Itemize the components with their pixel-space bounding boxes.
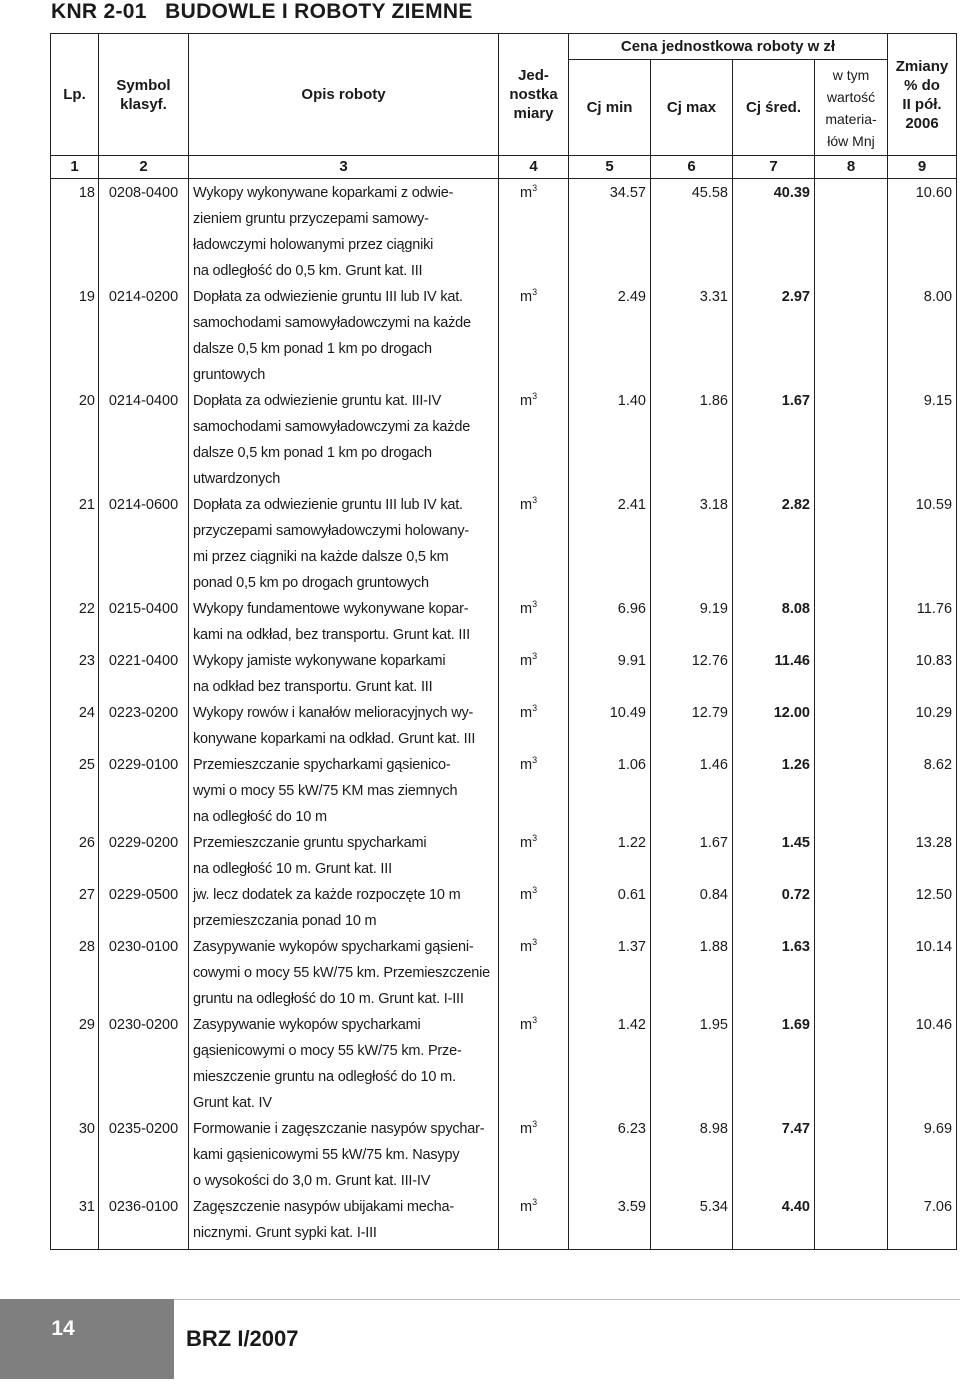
- description-line: dalsze 0,5 km ponad 1 km po drogach: [193, 341, 432, 357]
- unit-text: m: [520, 653, 533, 669]
- description-line: kami gąsienicowymi 55 kW/75 km. Nasypy: [193, 1147, 460, 1163]
- description-line: przyczepami samowyładowczymi holowany-: [193, 523, 470, 539]
- row-description: [189, 700, 499, 752]
- row-lp: 29: [51, 1012, 99, 1116]
- row-cj-min: 1.40: [569, 388, 651, 492]
- description-line: na odległość 10 m. Grunt kat. III: [193, 861, 392, 877]
- row-cj-sred: 12.00: [733, 700, 815, 752]
- row-zmiany: 10.60: [888, 179, 957, 285]
- unit-text: m: [520, 497, 533, 513]
- row-cj-min: 0.61: [569, 882, 651, 934]
- row-lp: 25: [51, 752, 99, 830]
- description-line: cowymi o mocy 55 kW/75 km. Przemieszczenie: [193, 965, 490, 981]
- price-table: [50, 33, 957, 1250]
- row-cj-sred: 1.63: [733, 934, 815, 1012]
- row-cj-min: 1.37: [569, 934, 651, 1012]
- unit-text: m: [520, 289, 533, 305]
- row-lp: 30: [51, 1116, 99, 1194]
- row-cj-max: 1.88: [651, 934, 733, 1012]
- description-line: Dopłata za odwiezienie gruntu kat. III-IV: [193, 393, 442, 409]
- row-cj-max: 1.67: [651, 830, 733, 882]
- header-zmiany-line4: 2006: [905, 114, 939, 132]
- row-description: [189, 934, 499, 1012]
- header-w-tym: [815, 60, 888, 156]
- unit-text: m: [520, 835, 533, 851]
- unit-text: m: [520, 601, 533, 617]
- row-mnj: [815, 284, 888, 388]
- description-line: ładowczymi holowanymi przez ciągniki: [193, 237, 434, 253]
- row-lp: 28: [51, 934, 99, 1012]
- header-jednostka: [499, 34, 569, 156]
- header-wtym-line2: wartość: [826, 88, 876, 105]
- unit-exponent: 3: [532, 833, 538, 844]
- table-row: [51, 596, 957, 648]
- unit-exponent: 3: [532, 183, 538, 194]
- row-unit: [499, 596, 569, 648]
- row-description: [189, 492, 499, 596]
- unit-exponent: 3: [532, 1197, 538, 1208]
- table-row: [51, 882, 957, 934]
- table-row: [51, 1012, 957, 1116]
- header-symbol-line1: Symbol: [116, 76, 171, 94]
- column-number: 8: [815, 156, 888, 179]
- row-cj-max: 1.95: [651, 1012, 733, 1116]
- column-numbers-row: [51, 156, 957, 179]
- row-cj-sred: 2.82: [733, 492, 815, 596]
- unit-exponent: 3: [532, 1015, 538, 1026]
- row-mnj: [815, 648, 888, 700]
- header-opis: Opis roboty: [189, 34, 499, 156]
- row-lp: 18: [51, 179, 99, 285]
- column-number: 3: [189, 156, 499, 179]
- table-row: [51, 1116, 957, 1194]
- header-jedn-line3: miary: [513, 105, 554, 122]
- column-number: 2: [99, 156, 189, 179]
- description-line: Zasypywanie wykopów spycharkami gąsieni-: [193, 939, 474, 955]
- header-wtym-line3: materia-: [825, 110, 877, 127]
- row-lp: 19: [51, 284, 99, 388]
- row-cj-min: 34.57: [569, 179, 651, 285]
- row-description: [189, 1194, 499, 1250]
- row-zmiany: 10.14: [888, 934, 957, 1012]
- row-cj-sred: 11.46: [733, 648, 815, 700]
- row-cj-max: 3.31: [651, 284, 733, 388]
- row-lp: 23: [51, 648, 99, 700]
- page-number-box: [0, 1299, 174, 1379]
- header-zmiany: [888, 34, 957, 156]
- row-cj-sred: 1.45: [733, 830, 815, 882]
- header-jedn-line1: Jed-: [518, 67, 549, 84]
- header-wtym-line1: w tym: [832, 66, 870, 83]
- row-unit: [499, 1116, 569, 1194]
- row-symbol: 0214-0200: [99, 284, 189, 388]
- column-number: 7: [733, 156, 815, 179]
- description-line: mi przez ciągniki na każde dalsze 0,5 km: [193, 549, 449, 565]
- description-line: konywane koparkami na odkład. Grunt kat. III: [193, 731, 476, 747]
- unit-exponent: 3: [532, 287, 538, 298]
- description-line: wymi o mocy 55 kW/75 KM mas ziemnych: [193, 783, 458, 799]
- table-row: [51, 934, 957, 1012]
- table-row: [51, 179, 957, 285]
- unit-text: m: [520, 1199, 533, 1215]
- row-cj-min: 1.22: [569, 830, 651, 882]
- row-unit: [499, 648, 569, 700]
- row-lp: 20: [51, 388, 99, 492]
- header-symbol: [99, 34, 189, 156]
- description-line: Grunt kat. IV: [193, 1095, 272, 1111]
- unit-exponent: 3: [532, 755, 538, 766]
- description-line: gąsienicowymi o mocy 55 kW/75 km. Prze-: [193, 1043, 462, 1059]
- row-description: [189, 1116, 499, 1194]
- row-unit: [499, 284, 569, 388]
- header-cena-group: Cena jednostkowa roboty w zł: [569, 34, 888, 60]
- row-symbol: 0229-0200: [99, 830, 189, 882]
- description-line: ponad 0,5 km po drogach gruntowych: [193, 575, 429, 591]
- description-line: Zasypywanie wykopów spycharkami: [193, 1017, 421, 1033]
- unit-text: m: [520, 393, 533, 409]
- unit-exponent: 3: [532, 599, 538, 610]
- row-mnj: [815, 492, 888, 596]
- row-mnj: [815, 752, 888, 830]
- row-description: [189, 882, 499, 934]
- description-line: Przemieszczanie spycharkami gąsienico-: [193, 757, 451, 773]
- row-lp: 31: [51, 1194, 99, 1250]
- row-symbol: 0229-0500: [99, 882, 189, 934]
- row-unit: [499, 700, 569, 752]
- table-row: [51, 388, 957, 492]
- column-number: 5: [569, 156, 651, 179]
- description-line: Zagęszczenie nasypów ubijakami mecha-: [193, 1199, 454, 1215]
- row-cj-max: 0.84: [651, 882, 733, 934]
- header-symbol-line2: klasyf.: [120, 95, 167, 113]
- row-symbol: 0214-0600: [99, 492, 189, 596]
- row-zmiany: 10.46: [888, 1012, 957, 1116]
- description-line: zieniem gruntu przyczepami samowy-: [193, 211, 429, 227]
- row-cj-sred: 1.67: [733, 388, 815, 492]
- row-mnj: [815, 700, 888, 752]
- row-unit: [499, 1012, 569, 1116]
- row-unit: [499, 1194, 569, 1250]
- row-cj-min: 9.91: [569, 648, 651, 700]
- description-line: Przemieszczanie gruntu spycharkami: [193, 835, 427, 851]
- table-row: [51, 752, 957, 830]
- unit-text: m: [520, 705, 533, 721]
- row-lp: 21: [51, 492, 99, 596]
- row-zmiany: 13.28: [888, 830, 957, 882]
- header-zmiany-line2: % do: [904, 76, 940, 94]
- row-cj-sred: 40.39: [733, 179, 815, 285]
- row-zmiany: 8.62: [888, 752, 957, 830]
- column-number: 4: [499, 156, 569, 179]
- description-line: Wykopy rowów i kanałów melioracyjnych wy-: [193, 705, 474, 721]
- issue-label: BRZ I/2007: [186, 1326, 299, 1351]
- unit-exponent: 3: [532, 937, 538, 948]
- column-number: 6: [651, 156, 733, 179]
- table-body: [51, 179, 957, 1250]
- page-number: 14: [51, 1317, 75, 1340]
- row-lp: 26: [51, 830, 99, 882]
- row-lp: 22: [51, 596, 99, 648]
- unit-exponent: 3: [532, 651, 538, 662]
- row-unit: [499, 388, 569, 492]
- row-cj-min: 10.49: [569, 700, 651, 752]
- row-symbol: 0214-0400: [99, 388, 189, 492]
- row-unit: [499, 934, 569, 1012]
- header-cj-min: Cj min: [569, 60, 651, 156]
- description-line: na odległość do 0,5 km. Grunt kat. III: [193, 263, 423, 279]
- description-line: Wykopy wykonywane koparkami z odwie-: [193, 185, 454, 201]
- row-cj-sred: 1.26: [733, 752, 815, 830]
- unit-text: m: [520, 185, 533, 201]
- row-cj-min: 2.49: [569, 284, 651, 388]
- description-line: przemieszczania ponad 10 m: [193, 913, 377, 929]
- row-unit: [499, 752, 569, 830]
- description-line: dalsze 0,5 km ponad 1 km po drogach: [193, 445, 432, 461]
- description-line: Formowanie i zagęszczanie nasypów spychar-: [193, 1121, 485, 1137]
- row-zmiany: 10.29: [888, 700, 957, 752]
- description-line: gruntu na odległość do 10 m. Grunt kat. I-III: [193, 991, 464, 1007]
- row-zmiany: 11.76: [888, 596, 957, 648]
- row-description: [189, 179, 499, 285]
- header-cj-max: Cj max: [651, 60, 733, 156]
- unit-text: m: [520, 887, 533, 903]
- row-description: [189, 1012, 499, 1116]
- row-cj-sred: 1.69: [733, 1012, 815, 1116]
- row-symbol: 0215-0400: [99, 596, 189, 648]
- row-cj-min: 1.42: [569, 1012, 651, 1116]
- row-cj-max: 1.86: [651, 388, 733, 492]
- row-symbol: 0208-0400: [99, 179, 189, 285]
- row-mnj: [815, 1194, 888, 1250]
- table-row: [51, 492, 957, 596]
- row-symbol: 0230-0100: [99, 934, 189, 1012]
- row-mnj: [815, 596, 888, 648]
- column-number: 1: [51, 156, 99, 179]
- row-description: [189, 830, 499, 882]
- row-description: [189, 648, 499, 700]
- row-cj-min: 2.41: [569, 492, 651, 596]
- description-line: samochodami samowyładowczymi za każde: [193, 419, 471, 435]
- row-mnj: [815, 934, 888, 1012]
- row-zmiany: 10.83: [888, 648, 957, 700]
- description-line: Dopłata za odwiezienie gruntu III lub IV kat.: [193, 497, 463, 513]
- row-cj-max: 1.46: [651, 752, 733, 830]
- header-jedn-line2: nostka: [509, 86, 558, 103]
- description-line: Dopłata za odwiezienie gruntu III lub IV kat.: [193, 289, 463, 305]
- row-cj-max: 8.98: [651, 1116, 733, 1194]
- row-symbol: 0223-0200: [99, 700, 189, 752]
- row-unit: [499, 830, 569, 882]
- row-cj-min: 6.96: [569, 596, 651, 648]
- row-symbol: 0230-0200: [99, 1012, 189, 1116]
- description-line: gruntowych: [193, 367, 266, 383]
- unit-text: m: [520, 1121, 533, 1137]
- row-description: [189, 752, 499, 830]
- unit-text: m: [520, 939, 533, 955]
- row-mnj: [815, 830, 888, 882]
- description-line: nicznymi. Grunt sypki kat. I-III: [193, 1225, 377, 1241]
- row-cj-max: 12.79: [651, 700, 733, 752]
- row-cj-sred: 8.08: [733, 596, 815, 648]
- row-cj-min: 6.23: [569, 1116, 651, 1194]
- table-row: [51, 648, 957, 700]
- row-cj-min: 3.59: [569, 1194, 651, 1250]
- row-cj-max: 12.76: [651, 648, 733, 700]
- row-cj-sred: 2.97: [733, 284, 815, 388]
- page-title: KNR 2-01 BUDOWLE I ROBOTY ZIEMNE: [51, 0, 473, 23]
- row-cj-sred: 7.47: [733, 1116, 815, 1194]
- row-unit: [499, 882, 569, 934]
- description-line: kami na odkład, bez transportu. Grunt kat. III: [193, 627, 470, 643]
- description-line: samochodami samowyładowczymi na każde: [193, 315, 471, 331]
- description-line: mieszczenie gruntu na odległość do 10 m.: [193, 1069, 456, 1085]
- description-line: na odległość do 10 m: [193, 809, 327, 825]
- unit-exponent: 3: [532, 1119, 538, 1130]
- row-zmiany: 7.06: [888, 1194, 957, 1250]
- description-line: Wykopy fundamentowe wykonywane kopar-: [193, 601, 469, 617]
- column-number: 9: [888, 156, 957, 179]
- row-mnj: [815, 1116, 888, 1194]
- description-line: o wysokości do 3,0 m. Grunt kat. III-IV: [193, 1173, 431, 1189]
- header-cj-sred: Cj śred.: [733, 60, 815, 156]
- row-lp: 24: [51, 700, 99, 752]
- row-symbol: 0236-0100: [99, 1194, 189, 1250]
- row-cj-max: 5.34: [651, 1194, 733, 1250]
- row-cj-max: 9.19: [651, 596, 733, 648]
- row-cj-sred: 4.40: [733, 1194, 815, 1250]
- row-zmiany: 12.50: [888, 882, 957, 934]
- row-cj-max: 3.18: [651, 492, 733, 596]
- unit-exponent: 3: [532, 495, 538, 506]
- row-cj-max: 45.58: [651, 179, 733, 285]
- row-symbol: 0229-0100: [99, 752, 189, 830]
- row-description: [189, 596, 499, 648]
- row-lp: 27: [51, 882, 99, 934]
- row-zmiany: 9.15: [888, 388, 957, 492]
- row-cj-sred: 0.72: [733, 882, 815, 934]
- header-zmiany-line1: Zmiany: [895, 57, 949, 75]
- row-zmiany: 8.00: [888, 284, 957, 388]
- row-symbol: 0235-0200: [99, 1116, 189, 1194]
- row-zmiany: 10.59: [888, 492, 957, 596]
- row-unit: [499, 179, 569, 285]
- unit-exponent: 3: [532, 391, 538, 402]
- description-line: na odkład bez transportu. Grunt kat. III: [193, 679, 433, 695]
- table-row: [51, 284, 957, 388]
- row-symbol: 0221-0400: [99, 648, 189, 700]
- row-mnj: [815, 882, 888, 934]
- table-row: [51, 830, 957, 882]
- description-line: utwardzonych: [193, 471, 281, 487]
- unit-text: m: [520, 1017, 533, 1033]
- description-line: Wykopy jamiste wykonywane koparkami: [193, 653, 446, 669]
- unit-exponent: 3: [532, 885, 538, 896]
- table-row: [51, 700, 957, 752]
- row-description: [189, 388, 499, 492]
- row-mnj: [815, 179, 888, 285]
- row-mnj: [815, 1012, 888, 1116]
- row-cj-min: 1.06: [569, 752, 651, 830]
- description-line: jw. lecz dodatek za każde rozpoczęte 10 m: [193, 887, 461, 903]
- header-wtym-line4: łów Mnj: [827, 132, 875, 149]
- row-mnj: [815, 388, 888, 492]
- table-row: [51, 1194, 957, 1250]
- footer-divider: [174, 1299, 960, 1300]
- header-zmiany-line3: II pół.: [902, 95, 942, 113]
- unit-text: m: [520, 757, 533, 773]
- row-description: [189, 284, 499, 388]
- row-unit: [499, 492, 569, 596]
- header-lp: Lp.: [51, 34, 99, 156]
- unit-exponent: 3: [532, 703, 538, 714]
- row-zmiany: 9.69: [888, 1116, 957, 1194]
